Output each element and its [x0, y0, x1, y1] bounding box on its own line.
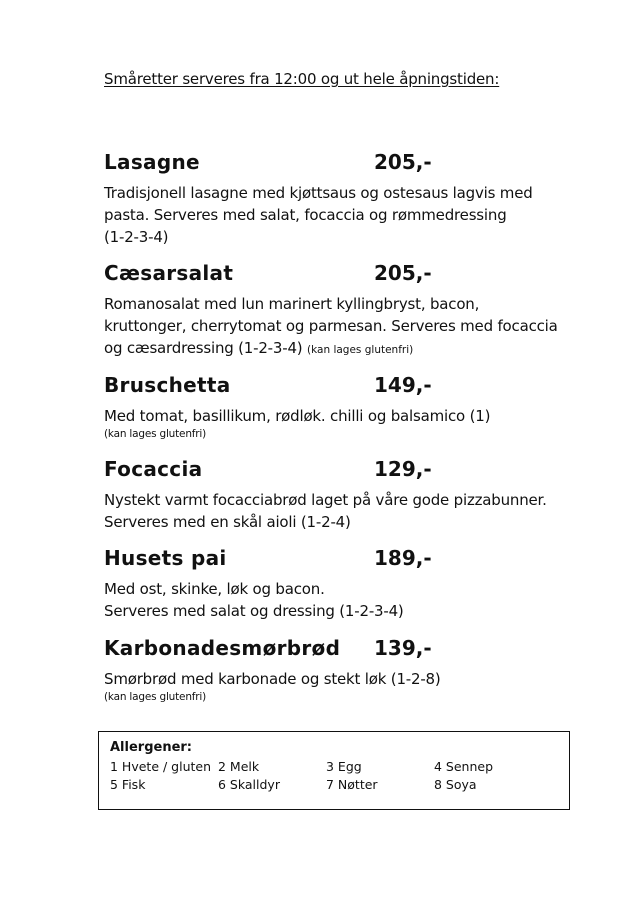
- allergen-legend: [98, 731, 570, 810]
- dish-caesarsalat: [104, 261, 574, 361]
- dish-name: Cæsarsalat: [104, 261, 234, 285]
- dish-price: 205,-: [374, 261, 432, 285]
- description-line: [104, 337, 574, 361]
- dish-price: 139,-: [374, 636, 432, 660]
- allergen-item: 8 Soya: [434, 777, 477, 792]
- dish-description: [104, 182, 574, 248]
- dish-husets-pai: [104, 546, 574, 622]
- dish-description: [104, 293, 574, 361]
- allergen-item: 4 Sennep: [434, 759, 494, 774]
- allergen-item: 7 Nøtter: [326, 777, 378, 792]
- description-line: Med tomat, basillikum, rødløk. chilli og balsamico (1): [104, 407, 491, 425]
- description-line: Romanosalat med lun marinert kyllingbryst, bacon,: [104, 295, 480, 313]
- description-line: (1-2-3-4): [104, 228, 169, 246]
- dish-price: 129,-: [374, 457, 432, 481]
- gluten-free-note: (kan lages glutenfri): [307, 344, 414, 356]
- dish-lasagne: [104, 150, 574, 248]
- allergen-item: 2 Melk: [218, 759, 260, 774]
- dish-description: [104, 578, 574, 622]
- allergen-item: 1 Hvete / gluten: [110, 759, 212, 774]
- dish-focaccia: [104, 457, 574, 533]
- dish-name: Karbonadesmørbrød: [104, 636, 341, 660]
- dish-name: Bruschetta: [104, 373, 231, 397]
- description-text: og cæsardressing (1-2-3-4): [104, 339, 303, 357]
- dish-name: Focaccia: [104, 457, 203, 481]
- description-line: Serveres med salat og dressing (1-2-3-4): [104, 602, 404, 620]
- description-line: kruttonger, cherrytomat og parmesan. Serveres med focaccia: [104, 317, 558, 335]
- description-line: Serveres med en skål aioli (1-2-4): [104, 513, 351, 531]
- dish-description: [104, 668, 574, 704]
- dish-price: 149,-: [374, 373, 432, 397]
- dish-description: [104, 489, 574, 533]
- description-line: Nystekt varmt focacciabrød laget på våre gode pizzabunner.: [104, 491, 547, 509]
- dish-price: 205,-: [374, 150, 432, 174]
- serving-time-heading: Småretter serveres fra 12:00 og ut hele åpningstiden:: [104, 70, 500, 88]
- dish-name: Lasagne: [104, 150, 200, 174]
- allergen-item: 5 Fisk: [110, 777, 146, 792]
- gluten-free-note: (kan lages glutenfri): [104, 428, 206, 440]
- dish-name: Husets pai: [104, 546, 227, 570]
- dish-price: 189,-: [374, 546, 432, 570]
- description-line: Med ost, skinke, løk og bacon.: [104, 580, 325, 598]
- dish-description: [104, 405, 574, 441]
- description-line: pasta. Serveres med salat, focaccia og rømmedressing: [104, 206, 507, 224]
- allergen-title: Allergener:: [110, 740, 193, 755]
- description-line: Tradisjonell lasagne med kjøttsaus og ostesaus lagvis med: [104, 184, 533, 202]
- description-line: Smørbrød med karbonade og stekt løk (1-2-8): [104, 670, 441, 688]
- dish-bruschetta: [104, 373, 574, 441]
- allergen-item: 3 Egg: [326, 759, 362, 774]
- dish-karbonadesmorbrod: [104, 636, 574, 704]
- allergen-list: [110, 759, 550, 792]
- allergen-item: 6 Skalldyr: [218, 777, 280, 792]
- gluten-free-note: (kan lages glutenfri): [104, 691, 206, 703]
